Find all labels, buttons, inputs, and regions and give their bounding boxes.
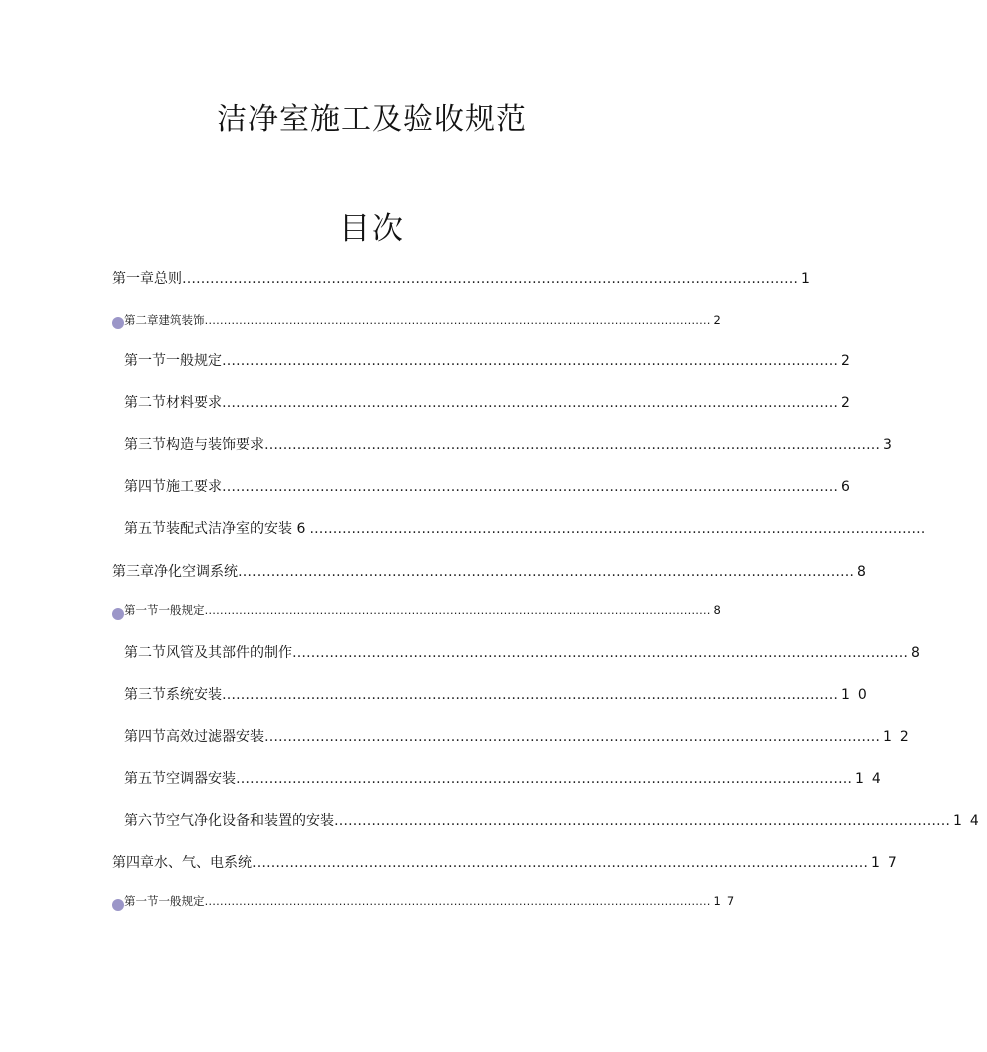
toc-entry-label: 第二节风管及其部件的制作 [124, 645, 292, 661]
toc-entry-label: 第五节装配式洁净室的安装 6 [124, 521, 306, 537]
toc-entry-section[interactable] [124, 726, 917, 746]
toc-entry-page: 2 [841, 353, 854, 369]
toc-entry-section[interactable] [124, 768, 889, 788]
toc-leader-dots: …………………………………………………………………………………………………………………… [222, 353, 838, 369]
toc-entry-section[interactable] [124, 810, 987, 830]
toc-entry-section[interactable] [124, 350, 854, 370]
toc-leader-dots: …………………………………………………………………………………………………………………… [182, 271, 798, 287]
toc-entry-label: 第五节空调器安装 [124, 771, 236, 787]
toc-leader-dots: …………………………………………………………………………………………………………………… [222, 687, 838, 703]
toc-entry-page: 12 [883, 729, 917, 745]
toc-entry-label: 第六节空气净化设备和装置的安装 [124, 813, 334, 829]
toc-entry-section[interactable] [124, 684, 875, 704]
toc-entry-page: 14 [953, 813, 987, 829]
toc-leader-dots: …………………………………………………………………………………………………………………… [252, 855, 868, 871]
toc-entry-label: 第四节高效过滤器安装 [124, 729, 264, 745]
toc-entry-section[interactable] [124, 893, 741, 909]
toc-entry-chapter-2[interactable] [124, 312, 725, 328]
toc-entry-section[interactable] [124, 518, 926, 538]
toc-leader-dots: …………………………………………………………………………………………………………………… [309, 521, 926, 537]
toc-leader-dots: …………………………………………………………………………………………………………………… [236, 771, 852, 787]
toc-leader-dots: …………………………………………………………………………………………………………………… [204, 603, 711, 617]
toc-entry-chapter-1[interactable] [112, 268, 814, 288]
toc-leader-dots: …………………………………………………………………………………………………………………… [222, 479, 838, 495]
toc-entry-page: 6 [841, 479, 854, 495]
toc-entry-label: 第四章水、气、电系统 [112, 855, 252, 871]
document-title: 洁净室施工及验收规范 [217, 102, 527, 137]
toc-entry-page: 8 [713, 603, 725, 617]
comment-marker-icon[interactable] [112, 608, 124, 620]
toc-entry-label: 第三节系统安装 [124, 687, 222, 703]
toc-leader-dots: …………………………………………………………………………………………………………………… [204, 313, 711, 327]
toc-entry-chapter-4[interactable] [112, 852, 905, 872]
toc-entry-page: 14 [855, 771, 889, 787]
toc-entry-label: 第一章总则 [112, 271, 182, 287]
toc-entry-page: 10 [841, 687, 875, 703]
toc-entry-label: 第二章建筑装饰 [124, 313, 205, 327]
toc-entry-label: 第二节材料要求 [124, 395, 222, 411]
toc-entry-label: 第三节构造与装饰要求 [124, 437, 264, 453]
toc-entry-label: 第一节一般规定 [124, 353, 222, 369]
toc-leader-dots: …………………………………………………………………………………………………………………… [238, 564, 854, 580]
toc-entry-section[interactable] [124, 602, 725, 618]
toc-leader-dots: …………………………………………………………………………………………………………………… [204, 894, 711, 908]
toc-leader-dots: …………………………………………………………………………………………………………………… [292, 645, 908, 661]
toc-leader-dots: …………………………………………………………………………………………………………………… [222, 395, 838, 411]
toc-entry-page: 8 [911, 645, 924, 661]
toc-entry-label: 第一节一般规定 [124, 894, 205, 908]
toc-entry-page: 1 [801, 271, 814, 287]
toc-leader-dots: …………………………………………………………………………………………………………………… [334, 813, 950, 829]
toc-entry-section[interactable] [124, 392, 854, 412]
toc-entry-page: 2 [841, 395, 854, 411]
toc-entry-page: 3 [883, 437, 896, 453]
comment-marker-icon[interactable] [112, 899, 124, 911]
toc-entry-chapter-3[interactable] [112, 561, 870, 581]
toc-entry-section[interactable] [124, 476, 854, 496]
toc-entry-page: 17 [871, 855, 905, 871]
toc-entry-page: 17 [713, 894, 741, 908]
toc-entry-label: 第一节一般规定 [124, 603, 205, 617]
toc-entry-label: 第四节施工要求 [124, 479, 222, 495]
toc-entry-section[interactable] [124, 434, 896, 454]
toc-entry-section[interactable] [124, 642, 924, 662]
toc-heading: 目次 [339, 211, 405, 247]
toc-leader-dots: …………………………………………………………………………………………………………………… [264, 437, 880, 453]
toc-entry-page: 2 [713, 313, 725, 327]
toc-entry-label: 第三章净化空调系统 [112, 564, 238, 580]
comment-marker-icon[interactable] [112, 317, 124, 329]
toc-entry-page: 8 [857, 564, 870, 580]
toc-leader-dots: …………………………………………………………………………………………………………………… [264, 729, 880, 745]
